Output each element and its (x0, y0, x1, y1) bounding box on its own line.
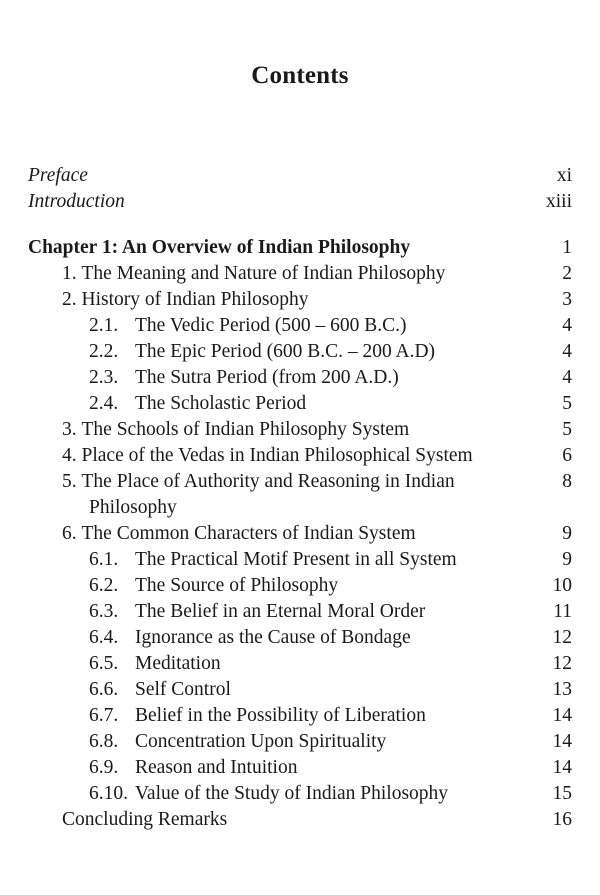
chapter-heading: Chapter 1: An Overview of Indian Philosophy (28, 237, 411, 258)
toc-row[interactable] (28, 729, 572, 755)
toc-entry-number: 6.5. (89, 653, 119, 674)
toc-entry-title: History of Indian Philosophy (81, 289, 309, 310)
toc-entry (89, 339, 435, 365)
toc-entry-number: 6.7. (89, 705, 119, 726)
toc-row[interactable] (28, 781, 572, 807)
toc-page-number: 16 (552, 809, 572, 830)
toc-entry-number: 1. (62, 263, 77, 284)
toc-entry-number: 6.9. (89, 757, 119, 778)
toc-entry-title: The Source of Philosophy (135, 575, 339, 596)
toc-row-chapter-1[interactable] (28, 235, 572, 261)
toc-entry (89, 703, 426, 729)
toc-entry-number: 2.4. (89, 393, 119, 414)
toc-page-number: 4 (562, 315, 572, 336)
toc-entry-number: 5. (62, 471, 77, 492)
toc-entry-title: Belief in the Possibility of Liberation (135, 705, 426, 726)
toc-entry (62, 469, 455, 495)
toc-entry (89, 365, 399, 391)
toc-row[interactable] (28, 651, 572, 677)
toc-row-preface[interactable] (28, 163, 572, 189)
toc-entry-title: The Practical Motif Present in all System (135, 549, 457, 570)
toc-entry (62, 443, 473, 469)
toc-entry (89, 729, 386, 755)
toc-entry-number: 3. (62, 419, 77, 440)
toc-entry (62, 287, 308, 313)
toc-page-number: 5 (562, 419, 572, 440)
toc-row[interactable] (28, 547, 572, 573)
toc-entry (89, 391, 306, 417)
toc-entry-title: The Meaning and Nature of Indian Philosophy (81, 263, 446, 284)
toc-page-number: 12 (552, 627, 572, 648)
toc-label: Preface (28, 165, 88, 186)
toc-page-number: 12 (552, 653, 572, 674)
toc-row[interactable] (28, 287, 572, 313)
toc-row[interactable] (28, 573, 572, 599)
toc-entry-title: The Scholastic Period (135, 393, 307, 414)
toc-entry-title: Concentration Upon Spirituality (135, 731, 387, 752)
toc-entry-number: 6.3. (89, 601, 119, 622)
toc-entry-number: 2.2. (89, 341, 119, 362)
toc-page-number: 14 (552, 757, 572, 778)
toc-entry-title: The Common Characters of Indian System (81, 523, 416, 544)
toc-entry (89, 599, 425, 625)
toc-page-number: 8 (562, 471, 572, 492)
toc-row[interactable] (28, 417, 572, 443)
toc-entry-title: The Belief in an Eternal Moral Order (135, 601, 426, 622)
toc-row[interactable] (28, 521, 572, 547)
toc-entry (89, 781, 448, 807)
toc-entry-title: Reason and Intuition (135, 757, 298, 778)
toc-row[interactable] (28, 599, 572, 625)
toc-entry (89, 677, 231, 703)
toc-page-number: 10 (552, 575, 572, 596)
toc-row[interactable] (28, 391, 572, 417)
toc-entry (62, 521, 416, 547)
toc-entry-number: 2.3. (89, 367, 119, 388)
toc-page-number: 9 (562, 549, 572, 570)
toc-entry-title: Ignorance as the Cause of Bondage (135, 627, 411, 648)
toc-entry-number: 2.1. (89, 315, 119, 336)
toc-page-number: 11 (553, 601, 572, 622)
toc-page-number: xi (556, 165, 572, 186)
toc-page-number: 1 (562, 237, 572, 258)
toc-label: Concluding Remarks (62, 809, 228, 830)
toc-entry-title: The Vedic Period (500 – 600 B.C.) (135, 315, 407, 336)
toc-page-number: 14 (552, 731, 572, 752)
toc-entry (89, 625, 411, 651)
toc-entry-number: 6.1. (89, 549, 119, 570)
toc-page-number: 15 (552, 783, 572, 804)
toc-entry (89, 755, 297, 781)
toc-row[interactable] (28, 703, 572, 729)
toc-entry-number: 6.10. (89, 783, 128, 804)
toc-row[interactable] (28, 313, 572, 339)
toc-row[interactable] (28, 261, 572, 287)
toc-entry-number: 6.2. (89, 575, 119, 596)
toc-row[interactable] (28, 339, 572, 365)
toc-row-concluding-remarks[interactable] (28, 807, 572, 833)
toc-entry-title: The Sutra Period (from 200 A.D.) (135, 367, 399, 388)
toc-entry-number: 4. (62, 445, 77, 466)
toc-entry (89, 573, 338, 599)
toc-entry (62, 261, 445, 287)
toc-row[interactable] (28, 677, 572, 703)
toc-row-introduction[interactable] (28, 189, 572, 215)
toc-entry-number: 6. (62, 523, 77, 544)
toc-row[interactable] (28, 625, 572, 651)
toc-entry-title: The Schools of Indian Philosophy System (81, 419, 410, 440)
toc-page-number: 4 (562, 367, 572, 388)
toc-row[interactable] (28, 469, 572, 495)
toc-page-number: 6 (562, 445, 572, 466)
toc-entry-number: 2. (62, 289, 77, 310)
toc-entry (89, 651, 221, 677)
toc-entry-title: The Epic Period (600 B.C. – 200 A.D) (135, 341, 436, 362)
page-title: Contents (251, 62, 349, 89)
toc-row-continuation (28, 495, 572, 521)
toc-entry-number: 6.4. (89, 627, 119, 648)
toc-label: Introduction (28, 191, 125, 212)
toc-entry-number: 6.6. (89, 679, 119, 700)
toc-entry-title: The Place of Authority and Reasoning in Indian (81, 471, 455, 492)
toc-page-number: 2 (562, 263, 572, 284)
toc-page-number: 14 (552, 705, 572, 726)
toc-entry-title: Place of the Vedas in Indian Philosophical System (81, 445, 473, 466)
toc-entry (89, 313, 407, 339)
toc-entry-title: Self Control (135, 679, 231, 700)
toc-entry-title-continuation: Philosophy (89, 497, 177, 518)
toc-entry-number: 6.8. (89, 731, 119, 752)
toc-page-number: 5 (562, 393, 572, 414)
toc-page-number: 13 (552, 679, 572, 700)
toc-row[interactable] (28, 443, 572, 469)
toc-page-number: 4 (562, 341, 572, 362)
toc-row[interactable] (28, 365, 572, 391)
toc-page-number: xiii (545, 191, 572, 212)
toc-page-number: 3 (562, 289, 572, 310)
toc-entry-title: Meditation (135, 653, 221, 674)
toc-row[interactable] (28, 755, 572, 781)
toc-entry-title: Value of the Study of Indian Philosophy (135, 783, 449, 804)
toc-entry (62, 417, 409, 443)
toc-page-number: 9 (562, 523, 572, 544)
toc-entry (89, 547, 457, 573)
